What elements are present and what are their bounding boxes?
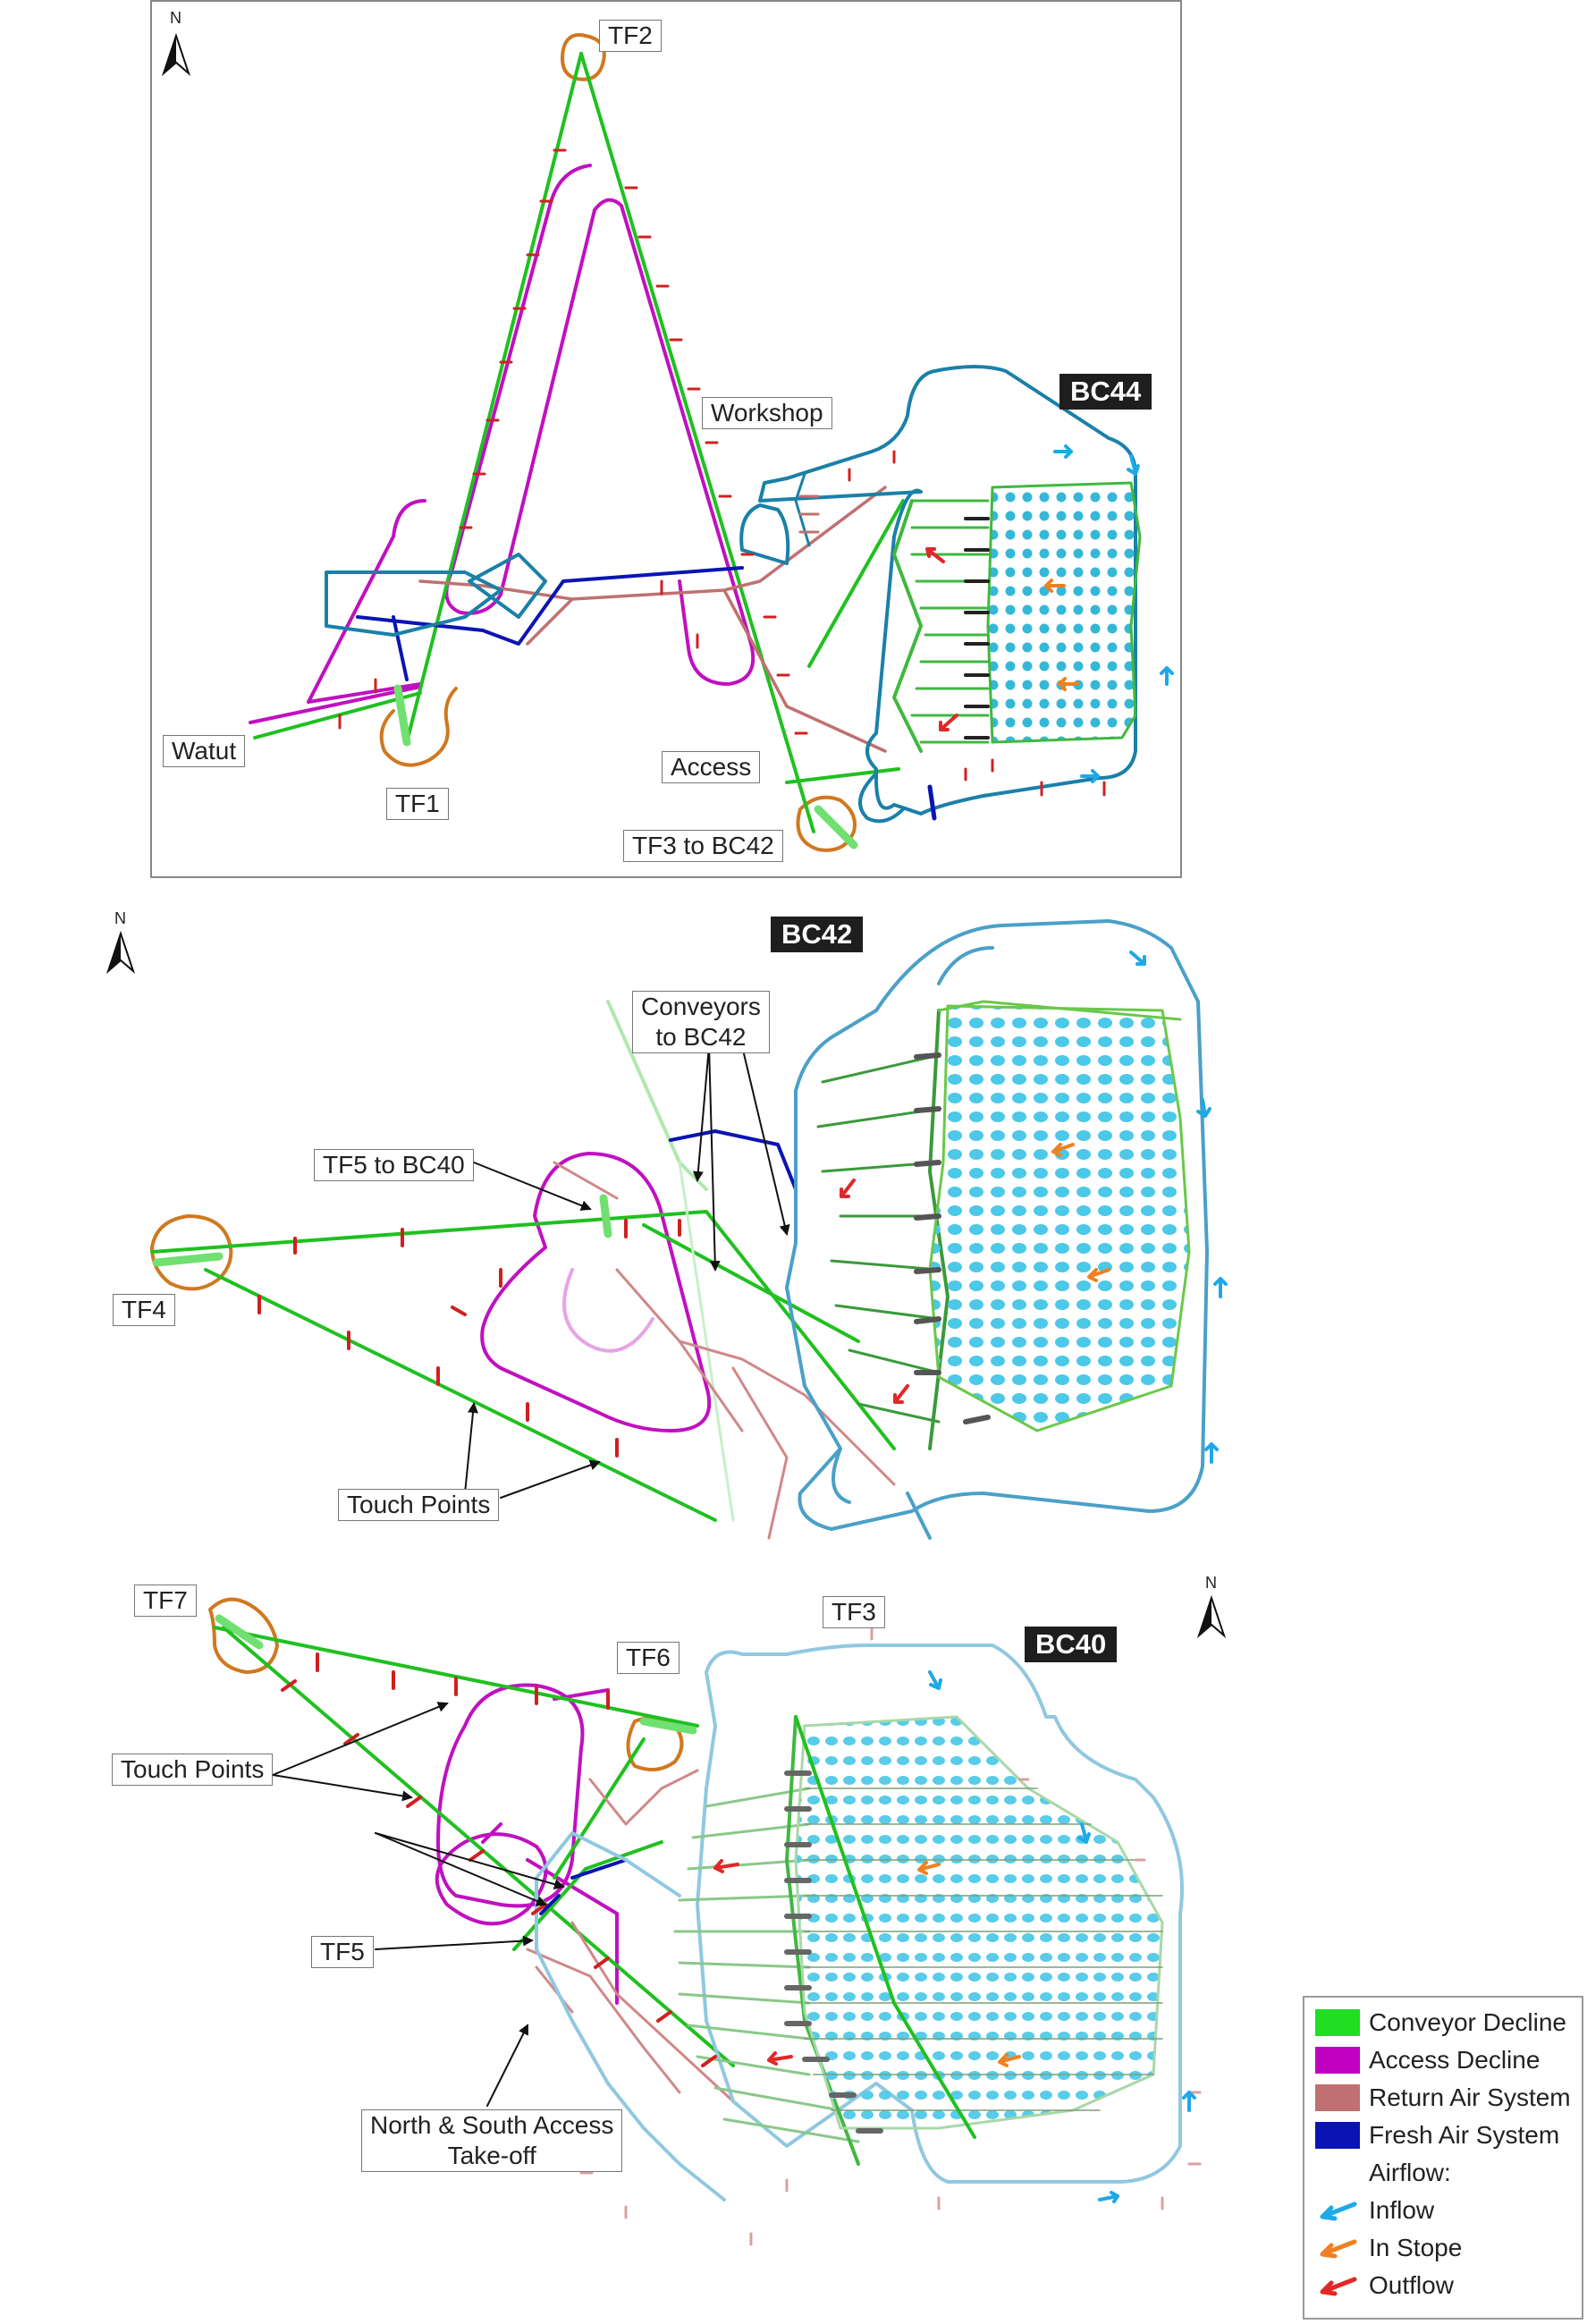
legend-item-return-air <box>1315 2082 1571 2114</box>
legend-item-fresh-air <box>1315 2119 1559 2151</box>
tf5-label: TF5 <box>311 1936 374 1968</box>
bc44-tag: BC44 <box>1059 374 1152 410</box>
legend-item-in-stope <box>1315 2232 1462 2264</box>
conveyor-decline-a <box>407 54 581 742</box>
bc40-access-loops <box>437 1686 617 2003</box>
tf1-label: TF1 <box>386 788 449 820</box>
bc42-fresh-air <box>671 1131 796 1189</box>
tf5-to-bc40-label: TF5 to BC40 <box>314 1149 474 1181</box>
return-air-swatch <box>1315 2084 1360 2111</box>
outflow-arrow-icon <box>1315 2272 1360 2299</box>
north-label: N <box>1205 1574 1217 1592</box>
in-stope-arrow-icon <box>1315 2235 1360 2261</box>
bc44-stope-drives <box>894 501 988 751</box>
conveyor-decline-b <box>581 54 814 832</box>
watut-label: Watut <box>163 735 245 767</box>
bc40-stope-block <box>796 1717 1162 2128</box>
access-swatch <box>1315 2047 1360 2074</box>
bc42-access-loop <box>482 1154 709 1431</box>
legend-item-outflow <box>1315 2269 1454 2302</box>
tf6-label: TF6 <box>617 1642 680 1674</box>
bc42-conveyor-lower <box>206 1270 715 1520</box>
bc42-conveyor-main <box>152 1212 894 1449</box>
legend-label: Outflow <box>1369 2271 1454 2299</box>
legend-label: Airflow: <box>1369 2159 1451 2186</box>
tf7-label: TF7 <box>134 1585 197 1617</box>
legend-label: Fresh Air System <box>1369 2121 1560 2149</box>
inflow-arrow-icon <box>1315 2197 1360 2224</box>
legend-item-conveyor <box>1315 2007 1566 2039</box>
bc40-drawing <box>210 1600 1200 2244</box>
bc42-stope-block <box>930 1006 1189 1431</box>
workshop-label: Workshop <box>702 397 832 429</box>
conveyor-swatch <box>1315 2009 1360 2036</box>
legend-airflow-title <box>1315 2157 1451 2189</box>
bc44-drawing <box>250 35 1172 850</box>
legend-label: Conveyor Decline <box>1369 2008 1566 2036</box>
legend-label: Inflow <box>1369 2196 1435 2224</box>
access-label: Access <box>662 751 760 783</box>
access-decline-1 <box>446 165 595 613</box>
north-south-access-label: North & South Access Take-off <box>361 2109 622 2172</box>
legend-label: Access Decline <box>1369 2046 1541 2074</box>
legend-label: In Stope <box>1369 2234 1463 2261</box>
touch-points-label: Touch Points <box>338 1489 499 1521</box>
bc42-tag: BC42 <box>771 917 863 952</box>
legend <box>1303 1996 1583 2320</box>
tf3-to-bc42-label: TF3 to BC42 <box>623 830 783 862</box>
bc40-tag: BC40 <box>1025 1627 1117 1662</box>
north-label: N <box>170 9 181 27</box>
touch-points-label: Touch Points <box>112 1754 273 1786</box>
legend-item-access <box>1315 2044 1540 2076</box>
access-decline-2 <box>595 200 753 684</box>
legend-label: Return Air System <box>1369 2083 1571 2111</box>
bc42-stope-drives <box>818 1010 948 1449</box>
bc40-conveyor-main <box>215 1627 733 2066</box>
tf4-label: TF4 <box>113 1294 175 1326</box>
fresh-air-swatch <box>1315 2122 1360 2149</box>
tf2-label: TF2 <box>599 20 662 52</box>
tf3-label: TF3 <box>823 1596 885 1628</box>
return-air-bc44 <box>420 487 885 751</box>
conveyors-label: Conveyors to BC42 <box>632 991 770 1053</box>
legend-item-inflow <box>1315 2194 1434 2227</box>
bc44-stope-block <box>988 483 1140 742</box>
north-label: N <box>114 909 126 927</box>
